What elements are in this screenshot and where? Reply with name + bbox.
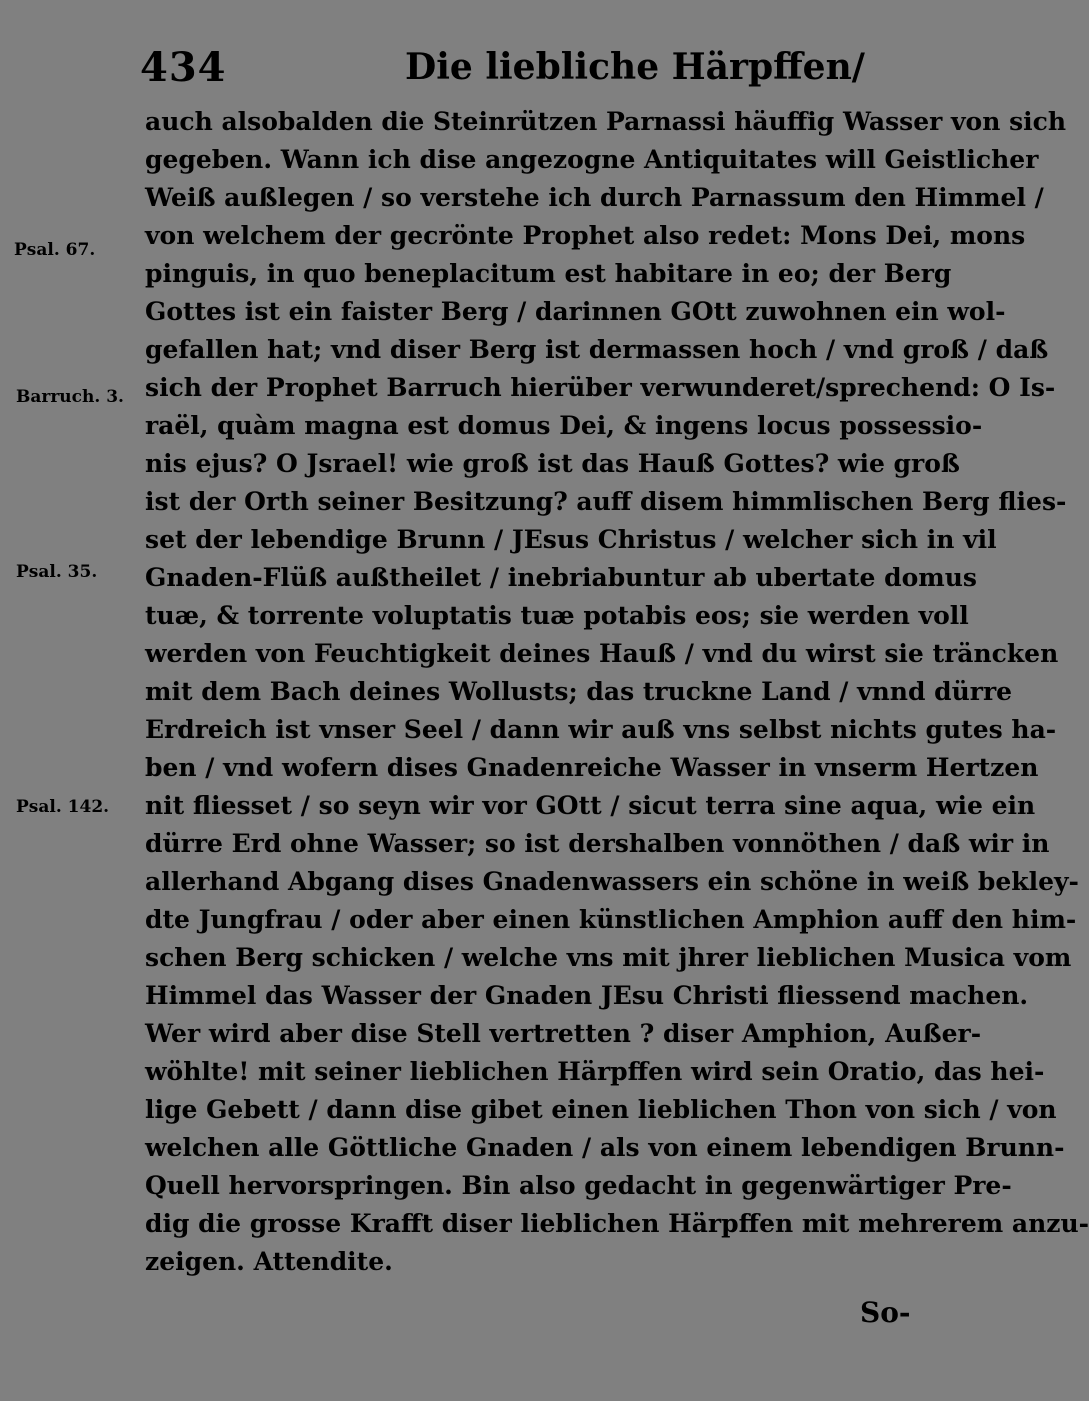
text-line: welchen alle Göttliche Gnaden / als von einem lebendigen Brunn- (145, 1133, 1065, 1162)
text-line: ben / vnd wofern dises Gnadenreiche Wasser in vnserm Hertzen (145, 753, 1039, 782)
text-line: Erdreich ist vnser Seel / dann wir auß vns selbst nichts gutes ha- (145, 715, 1057, 744)
text-line: Quell hervorspringen. Bin also gedacht in gegenwärtiger Pre- (145, 1171, 1012, 1200)
text-line: auch alsobalden die Steinrützen Parnassi häuffig Wasser von sich (145, 107, 1067, 136)
text-line: schen Berg schicken / welche vns mit jhrer lieblichen Musica vom (145, 943, 1072, 972)
text-line: dig die grosse Krafft diser lieblichen Härpffen mit mehrerem anzu- (145, 1209, 1089, 1238)
text-line: Gnaden-Flüß außtheilet / inebriabuntur ab ubertate domus (145, 563, 978, 592)
text-line: tuæ, & torrente voluptatis tuæ potabis eos; sie werden voll (145, 601, 969, 630)
margin-note: Psal. 142. (16, 797, 110, 817)
text-line: nit fliesset / so seyn wir vor GOtt / sicut terra sine aqua, wie ein (145, 791, 1036, 820)
text-line: raël, quàm magna est domus Dei, & ingens locus possessio- (145, 411, 983, 440)
text-line: dte Jungfrau / oder aber einen künstlichen Amphion auff den him- (145, 905, 1077, 934)
page-number: 434 (140, 44, 227, 91)
text-line: Weiß außlegen / so verstehe ich durch Parnassum den Himmel / (145, 183, 1044, 212)
text-line: pinguis, in quo beneplacitum est habitare in eo; der Berg (145, 259, 952, 288)
text-line: dürre Erd ohne Wasser; so ist dershalben vonnöthen / daß wir in (145, 829, 1050, 858)
text-line: Himmel das Wasser der Gnaden JEsu Christi fliessend machen. (145, 981, 1029, 1010)
text-line: Wer wird aber dise Stell vertretten ? diser Amphion, Außer- (145, 1019, 982, 1048)
text-line: zeigen. Attendite. (145, 1247, 393, 1276)
text-line: set der lebendige Brunn / JEsus Christus / welcher sich in vil (145, 525, 997, 554)
text-line: gegeben. Wann ich dise angezogne Antiquitates will Geistlicher (145, 145, 1039, 174)
margin-note: Psal. 35. (16, 562, 98, 582)
text-line: von welchem der gecrönte Prophet also redet: Mons Dei, mons (145, 221, 1026, 250)
running-title: Die liebliche Härpffen/ (405, 46, 865, 88)
page-header (140, 44, 865, 104)
margin-notes (0, 0, 140, 1401)
text-line: wöhlte! mit seiner lieblichen Härpffen wird sein Oratio, das hei- (145, 1057, 1045, 1086)
body-text (145, 103, 1089, 1281)
margin-note: Barruch. 3. (16, 387, 124, 407)
margin-note: Psal. 67. (14, 240, 96, 260)
text-line: lige Gebett / dann dise gibet einen lieblichen Thon von sich / von (145, 1095, 1057, 1124)
text-line: sich der Prophet Barruch hierüber verwunderet/sprechend: O Is- (145, 373, 1056, 402)
text-line: werden von Feuchtigkeit deines Hauß / vnd du wirst sie träncken (145, 639, 1059, 668)
catchword: So- (860, 1296, 911, 1329)
text-line: ist der Orth seiner Besitzung? auff disem himmlischen Berg flies- (145, 487, 1067, 516)
text-line: nis ejus? O Jsrael! wie groß ist das Hauß Gottes? wie groß (145, 449, 960, 478)
text-line: Gottes ist ein faister Berg / darinnen GOtt zuwohnen ein wol- (145, 297, 1006, 326)
text-line: mit dem Bach deines Wollusts; das truckne Land / vnnd dürre (145, 677, 1013, 706)
text-line: gefallen hat; vnd diser Berg ist dermassen hoch / vnd groß / daß (145, 335, 1049, 364)
text-line: allerhand Abgang dises Gnadenwassers ein schöne in weiß bekley- (145, 867, 1079, 896)
